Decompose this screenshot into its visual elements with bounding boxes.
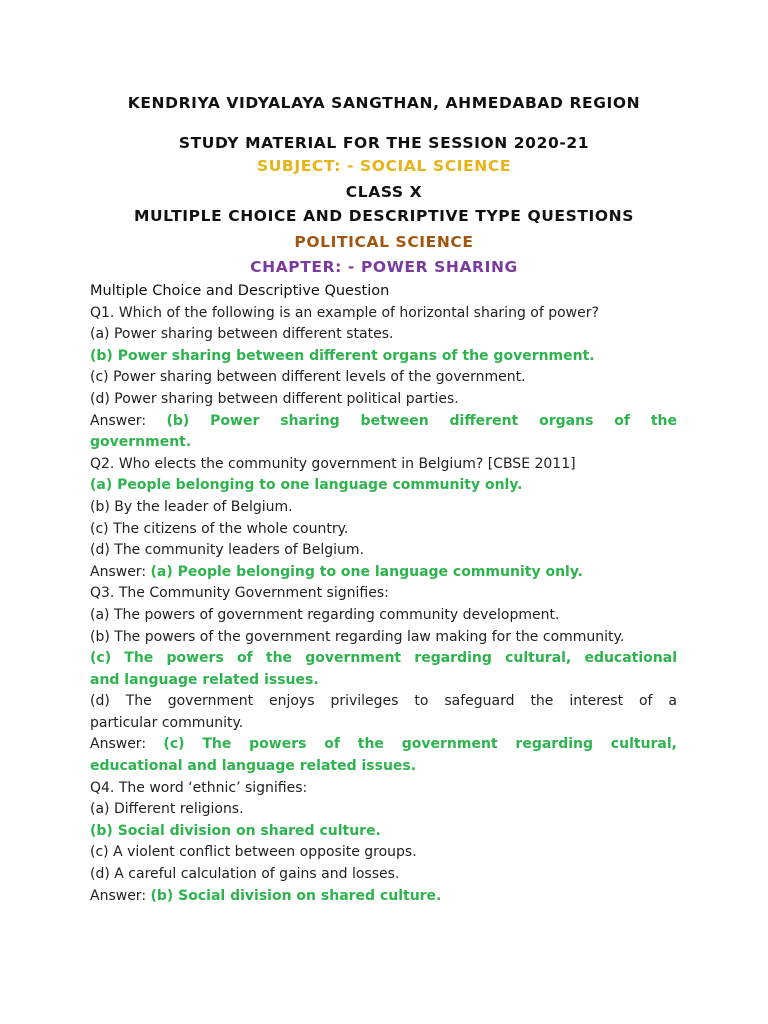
q3-option-a: (a) The powers of government regarding community development. — [90, 606, 560, 623]
session-title: STUDY MATERIAL FOR THE SESSION 2020-21 — [178, 134, 590, 152]
q3-answer — [90, 734, 677, 756]
q4-answer-text: (b) Social division on shared culture. — [150, 887, 442, 904]
questions-body — [90, 281, 677, 907]
q2-option-b: (b) By the leader of Belgium. — [90, 498, 293, 515]
section-title: POLITICAL SCIENCE — [294, 233, 474, 251]
q1-answer — [90, 411, 677, 433]
org-title: KENDRIYA VIDYALAYA SANGTHAN, AHMEDABAD REGION — [127, 94, 641, 112]
q1-option-b: (b) Power sharing between different organs of the government. — [90, 347, 595, 364]
q4-answer — [90, 886, 677, 908]
intro-heading: Multiple Choice and Descriptive Question — [90, 283, 390, 299]
q2-question: Q2. Who elects the community government in Belgium? [CBSE 2011] — [90, 455, 576, 472]
q1-option-d: (d) Power sharing between different political parties. — [90, 390, 459, 407]
q3-question: Q3. The Community Government signifies: — [90, 585, 389, 602]
q1-answer-text: (b) Power sharing between different organs of the — [166, 412, 677, 429]
chapter-title: CHAPTER: - POWER SHARING — [250, 258, 518, 276]
q4-option-b: (b) Social division on shared culture. — [90, 822, 381, 839]
q4-option-a: (a) Different religions. — [90, 801, 244, 818]
q1-option-a: (a) Power sharing between different states. — [90, 326, 394, 343]
answer-label: Answer: — [90, 563, 151, 580]
q4-option-d: (d) A careful calculation of gains and losses. — [90, 866, 400, 883]
q3-answer-text: (c) The powers of the government regarding cultural, — [163, 736, 677, 753]
question-type-title: MULTIPLE CHOICE AND DESCRIPTIVE TYPE QUESTIONS — [133, 207, 635, 225]
q2-option-a: (a) People belonging to one language community only. — [90, 477, 523, 494]
answer-label: Answer: — [90, 887, 151, 904]
q2-answer — [90, 562, 677, 584]
answer-label: Answer: — [90, 412, 167, 429]
q3-option-d-cont: particular community. — [90, 714, 244, 731]
answer-label: Answer: — [90, 736, 164, 753]
q2-option-d: (d) The community leaders of Belgium. — [90, 542, 365, 559]
q1-question: Q1. Which of the following is an example of horizontal sharing of power? — [90, 304, 599, 321]
q2-option-c: (c) The citizens of the whole country. — [90, 520, 349, 537]
q4-option-c: (c) A violent conflict between opposite groups. — [90, 844, 417, 861]
q4-question: Q4. The word ‘ethnic’ signifies: — [90, 779, 308, 796]
q1-answer-cont: government. — [90, 434, 192, 451]
q3-option-d: (d) The government enjoys privileges to safeguard the interest of a — [90, 693, 677, 710]
q3-option-c: (c) The powers of the government regarding cultural, educational — [90, 650, 677, 667]
class-title: CLASS X — [345, 183, 423, 201]
q3-answer-cont: educational and language related issues. — [90, 758, 417, 775]
q3-option-b: (b) The powers of the government regarding law making for the community. — [90, 628, 625, 645]
subject-title: SUBJECT: - SOCIAL SCIENCE — [256, 157, 512, 175]
q2-answer-text: (a) People belonging to one language community only. — [150, 563, 583, 580]
q1-option-c: (c) Power sharing between different levels of the government. — [90, 369, 526, 386]
q3-option-c-cont: and language related issues. — [90, 671, 319, 688]
